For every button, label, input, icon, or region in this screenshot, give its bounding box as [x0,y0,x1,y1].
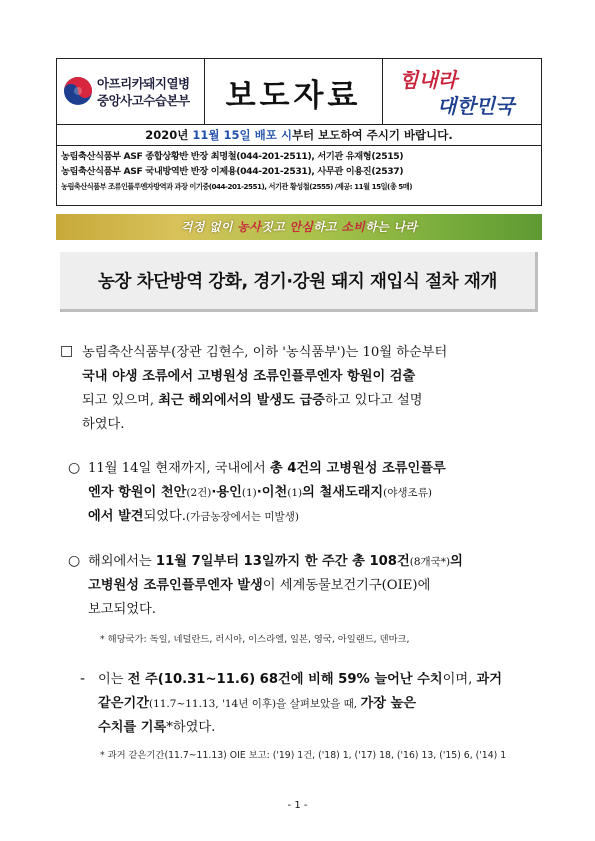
p3-line-2a: 고병원성 조류인플루엔자 발생 [88,578,263,593]
ministry-name [97,75,190,109]
p1-line-3a: 되고 있으며, [82,393,159,408]
paragraph-2 [88,457,540,529]
contact-line-1: 농림축산식품부 ASF 종합상황반 반장 최명철(044-201-2511), 서기관 유재형(2515) [61,151,404,162]
p4-line-2c: 가장 높은 [360,696,417,711]
p4-line-1c: 이며, [442,672,477,687]
p2-line-1a: 11월 14일 현재까지, 국내에서 [88,461,270,476]
banner-part-2: 농사 [237,220,262,234]
footnote-history: * 과거 같은기간(11.7~11.13) OIE 보고: ('19) 1건, ('18) 1, ('17) 18, ('16) 13, ('15) 6, ('14) 1 [100,750,507,761]
release-date: 11월 15일 배포 시 [192,128,292,142]
contact-line-3: 농림축산식품부 조류인플루엔자방역과 과장 이기중(044-201-2551), 서기관 황성철(2555) /제공: 11월 15일(총 5매) [61,182,413,191]
p2-line-2g: 의 철새도래지 [302,485,384,500]
banner-part-7: 하는 나라 [365,220,418,234]
p3-line-1a: 해외에서는 [88,554,156,569]
banner-part-3: 짓고 [261,220,290,234]
p2-line-2c: ·용인 [211,485,242,500]
p4-line-1a: 이는 [98,672,128,687]
page-number: - 1 - [287,800,308,811]
ministry-cell [57,59,205,125]
contact-line-2: 농림축산식품부 ASF 국내방역반 반장 이제용(044-201-2531), 사무관 이용진(2537) [61,166,404,177]
slogan-banner [56,214,542,240]
paragraph-4 [98,668,540,740]
p4-line-2a: 같은기간 [98,696,149,711]
doc-type-title: 보도자료 [225,77,362,114]
p2-line-2f: (1) [287,487,303,499]
square-bullet: □ [60,343,74,359]
release-suffix: 부터 보도하여 주시기 바랍니다. [291,128,453,142]
p2-line-3b: 되었다. [143,509,186,524]
p2-line-3a: 에서 발견 [88,509,144,524]
svg-text:힘내라: 힘내라 [399,68,457,92]
p1-line-3c: 하고 있다고 설명 [324,393,423,408]
p2-line-2a: 엔자 항원이 천안 [88,485,187,500]
p3-line-2b: 이 세계동물보건기구(OIE)에 [262,578,431,593]
paragraph-1 [82,341,540,437]
p2-line-1b: 총 4건의 고병원성 조류인플루 [269,461,446,476]
p4-line-1b: 전 주(10.31~11.6) 68건에 비해 59% 늘어난 수치 [127,672,443,687]
p4-line-3a: 수치를 기록 [98,720,167,735]
paragraph-3 [88,550,540,622]
p1-line-3b: 최근 해외에서의 발생도 급증 [158,393,325,408]
p3-line-1c: (8개국*) [409,556,451,568]
release-notice [57,125,541,146]
p2-line-2e: ·이천 [256,485,288,500]
p4-line-1d: 과거 [476,672,502,687]
slogan-logo-icon [393,65,533,121]
contact-list [61,149,541,194]
p1-line-2: 국내 야생 조류에서 고병원성 조류인플루엔자 항원이 검출 [82,369,416,384]
banner-part-6: 소비 [341,220,366,234]
doc-type-cell [205,59,383,125]
headline-box [60,252,538,312]
banner-part-5: 하고 [313,220,342,234]
banner-text [56,214,542,240]
ministry-line-1: 아프리카돼지열병 [97,76,190,91]
slogan-cell [383,59,541,125]
p2-line-2d: (1) [241,487,257,499]
p2-line-2h: (야생조류) [383,487,432,499]
p1-line-1: 농림축산식품부(장관 김현수, 이하 '농식품부')는 10월 하순부터 [82,345,448,360]
circle-bullet: ○ [68,553,81,569]
banner-part-1: 걱정 없이 [180,220,238,234]
p3-line-3: 보고되었다. [88,602,156,617]
korea-emblem-icon [63,76,93,106]
p4-line-3b: *하였다. [166,720,216,735]
headline-title: 농장 차단방역 강화, 경기·강원 돼지 재입식 절차 재개 [98,272,497,292]
p4-line-2b: (11.7~11.13, '14년 이후)을 살펴보았을 때, [148,698,361,710]
svg-text:대한민국: 대한민국 [437,94,515,118]
banner-part-4: 안심 [289,220,314,234]
p3-line-1b: 11월 7일부터 13일까지 한 주간 총 108건 [155,554,410,569]
dash-bullet: - [80,671,86,687]
footnote-countries: * 해당국가: 독일, 네덜란드, 러시아, 이스라엘, 일본, 영국, 아일랜드, 덴마크, [100,634,410,645]
ministry-line-2: 중앙사고수습본부 [97,93,190,108]
press-header [56,58,542,206]
p1-line-4: 하였다. [82,417,125,432]
p2-line-3c: (가금농장에서는 미발생) [185,511,299,523]
p3-line-1d: 의 [450,554,463,569]
release-year: 2020년 [145,128,189,142]
circle-bullet: ○ [68,460,81,476]
header-top-row [57,59,541,125]
p2-line-2b: (2건) [186,487,212,499]
